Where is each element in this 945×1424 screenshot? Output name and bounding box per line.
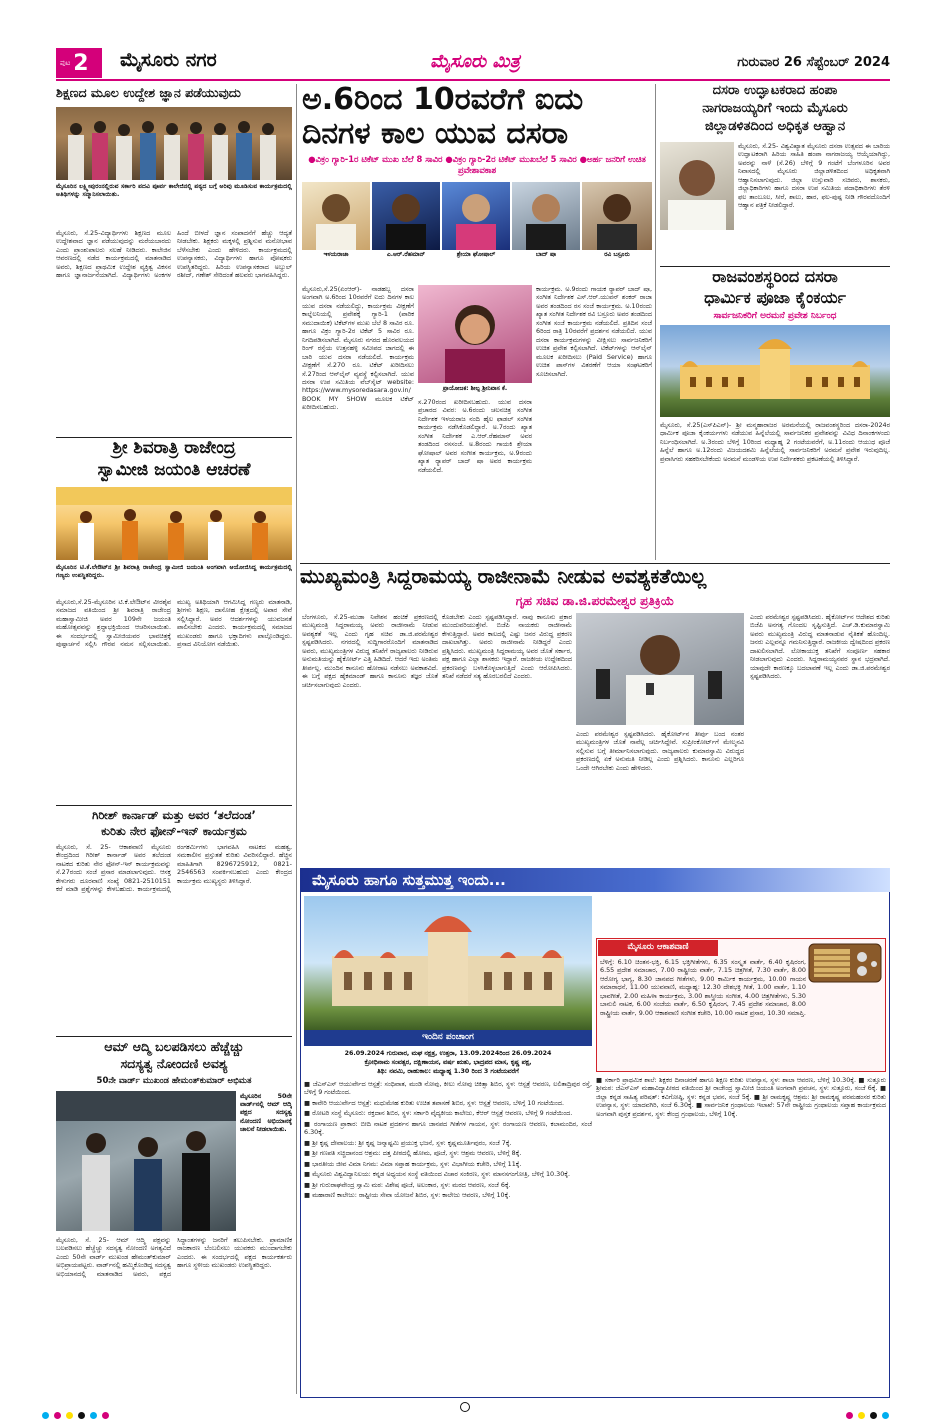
- artist-name: ರವಿ ಬಸ್ರೂರು: [604, 251, 630, 258]
- page-number: 2: [73, 50, 89, 76]
- artist-photo: [302, 182, 370, 250]
- headline-palace-2: ಧಾರ್ಮಿಕ ಪೂಜಾ ಕೈಂಕರ್ಯ: [704, 288, 846, 307]
- article-karnad-body: ಮೈಸೂರು, ಸೆ. 25- ಆಕಾಶವಾಣಿ ಮೈಸೂರು ಕೇಂದ್ರದಿಂದ ಗಿರೀಶ್ ಕಾರ್ನಾಡ್ ಅವರ ತಲೆದಂಡ ನಾಟಕದ ಕುರಿತು ನೇರ ಫೋನ್-ಇನ್ ಕಾರ್ಯಕ್ರಮವನ್ನು ಸೆ.27ರಂದು ಸಂಜೆ ಪ್ರಸಾರ ಮಾಡಲಾಗುವುದು. ಆಸಕ್ತ ಕೇಳುಗರು ದೂರವಾಣಿ ಸಂಖ್ಯೆ 0821-2510151 ಕರೆ ಮಾಡಿ ಪ್ರಶ್ನೆಗಳನ್ನು ಕೇಳಬಹುದು. ಕಾರ್ಯಕ್ರಮದಲ್ಲಿ ರಂಗಕರ್ಮಿಗಳು ಭಾಗವಹಿಸಿ ನಾಟಕದ ಮಹತ್ವ, ಸಮಕಾಲೀನ ಪ್ರಸ್ತುತತೆ ಕುರಿತು ವಿವರಿಸಲಿದ್ದಾರೆ. ಹೆಚ್ಚಿನ ಮಾಹಿತಿಗಾಗಿ 8296725912, 0821-2546563 ಸಂಪರ್ಕಿಸಬಹುದು ಎಂದು ಕೇಂದ್ರದ ಕಾರ್ಯಕ್ರಮ ಮುಖ್ಯಸ್ಥರು ತಿಳಿಸಿದ್ದಾರೆ.: [56, 843, 292, 894]
- cm-body-col1: ಬೆಂಗಳೂರು, ಸೆ.25-ಮುಡಾ ನಿವೇಶನ ಹಂಚಿಕೆ ಪ್ರಕರಣದಲ್ಲಿ ಮುಖ್ಯಮಂತ್ರಿ ಸಿದ್ದರಾಮಯ್ಯ ಅವರು ರಾಜೀನಾಮೆ ನೀಡುವ ಅವಶ್ಯಕತೆ ಇಲ್ಲ ಎಂದು ಗೃಹ ಸಚಿವ ಡಾ.ಜಿ.ಪರಮೇಶ್ವರ ಸ್ಪಷ್ಟಪಡಿಸಿದರು. ನಗರದಲ್ಲಿ ಸುದ್ದಿಗಾರರೊಂದಿಗೆ ಮಾತನಾಡಿದ ಅವರು, ಮುಖ್ಯಮಂತ್ರಿಗಳ ವಿರುದ್ಧ ತನಿಖೆಗೆ ರಾಜ್ಯಪಾಲರು ನೀಡಿರುವ ಅನುಮತಿಯನ್ನು ಹೈಕೋರ್ಟ್ ಎತ್ತಿ ಹಿಡಿದಿದೆ. ಆದರೆ ಇದು ಅಂತಿಮ ತೀರ್ಪಲ್ಲ. ಮುಂದಿನ ಕಾನೂನು ಹೋರಾಟ ನಡೆಸಲು ಅವಕಾಶವಿದೆ. ಈ ಬಗ್ಗೆ ಪಕ್ಷದ ಹೈಕಮಾಂಡ್ ಹಾಗೂ ಕಾನೂನು ತಜ್ಞರ ಜೊತೆ ಚರ್ಚಿಸಲಾಗುವುದು ಎಂದರು.: [302, 613, 438, 689]
- headline-palace-1: ರಾಜವಂಶಸ್ಥರಿಂದ ದಸರಾ: [712, 267, 838, 286]
- artist-photo-strip: [302, 182, 652, 262]
- registration-center-mark: [460, 1402, 470, 1412]
- event-item: ■ ಕಾವೇರಿ ಆಯುರ್ವೇದ ಆಸ್ಪತ್ರೆ: ಮಧುಮೇಹ ಕುರಿತು ಉಚಿತ ತಪಾಸಣೆ ಶಿಬಿರ, ಸ್ಥಳ: ಆಸ್ಪತ್ರೆ ಆವರಣ, ಬೆಳಿಗ್ಗೆ 10 ಗಂಟೆಯಿಂದ.: [304, 1098, 565, 1107]
- headline-jayanti-2: ಸ್ವಾಮೀಜಿ ಜಯಂತಿ ಆಚರಣೆ: [97, 460, 251, 480]
- events-continued: ■ ಸರ್ಕಾರಿ ಪ್ರಾಥಮಿಕ ಶಾಲೆ: ಶಿಕ್ಷಕರ ದಿನಾಚರಣೆ ಹಾಗೂ ಶಿಕ್ಷಣ ಕುರಿತು ಉಪನ್ಯಾಸ, ಸ್ಥಳ: ಶಾಲಾ ಆವರಣ, ಬೆಳಿಗ್ಗೆ 10.30ಕ್ಕೆ. ■ ಸುತ್ತೂರು ಶ್ರೀಮಠ: ಜೆಎಸ್‌ಎಸ್ ಮಹಾವಿದ್ಯಾಪೀಠದ ವತಿಯಿಂದ ಶ್ರೀ ರಾಜೇಂದ್ರ ಸ್ವಾಮೀಜಿ ಜಯಂತಿ ಅಂಗವಾಗಿ ಪ್ರವಚನ, ಸ್ಥಳ: ಸುತ್ತೂರು, ಸಂಜೆ 6ಕ್ಕೆ. ■ ಜಿಲ್ಲಾ ಕನ್ನಡ ಸಾಹಿತ್ಯ ಪರಿಷತ್: ಕವಿಗೋಷ್ಠಿ, ಸ್ಥಳ: ಕನ್ನಡ ಭವನ, ಸಂಜೆ 5ಕ್ಕೆ. ■ ಶ್ರೀ ರಾಮಕೃಷ್ಣ ಆಶ್ರಮ: ಶ್ರೀ ರಾಮಕೃಷ್ಣ ಪರಮಹಂಸರ ಕುರಿತು ಉಪನ್ಯಾಸ, ಸ್ಥಳ: ಯಾದವಗಿರಿ, ಸಂಜೆ 6.30ಕ್ಕೆ. ■ ಸಾರ್ವಜನಿಕ ಗ್ರಂಥಾಲಯ ಇಲಾಖೆ: 57ನೇ ರಾಷ್ಟ್ರೀಯ ಗ್ರಂಥಾಲಯ ಸಪ್ತಾಹ ಕಾರ್ಯಕ್ರಮದ ಅಂಗವಾಗಿ ಪುಸ್ತಕ ಪ್ರದರ್ಶನ, ಸ್ಥಳ: ಕೇಂದ್ರ ಗ್ರಂಥಾಲಯ, ಬೆಳಿಗ್ಗೆ 10ಕ್ಕೆ.: [596, 1076, 886, 1118]
- headline-hampa-2: ನಾಗರಾಜಯ್ಯರಿಗೆ ಇಂದು ಮೈಸೂರು: [702, 101, 848, 116]
- aap-campaign-photo: [56, 1091, 236, 1231]
- radio-icon: [808, 941, 882, 983]
- lead-bullets: ●ವಿಕ್ರಂ ಗ್ಯಾರಿ-1ರ ಟಿಕೆಟ್ ಮುಖ ಬೆಲೆ 8 ಸಾವಿರ ●ವಿಕ್ರಂ ಗ್ಯಾರಿ-2ರ ಟಿಕೆಟ್ ಮುಖಬೆಲೆ 5 ಸಾವಿರ ●ಅರ್ಹ ಜನರಿಗೆ ಉಚಿತ ಪ್ರವೇಶಾವಕಾಶ: [308, 154, 646, 176]
- radio-schedule: ಬೆಳಿಗ್ಗೆ: 6.10 ಚಿಂತನ-ಭಕ್ತಿ, 6.15 ಭಕ್ತಿಗೀತೆಗಳು, 6.35 ಸಂಸ್ಕೃತ ವಾರ್ತೆ, 6.40 ಕೃಷಿರಂಗ, 6.55 ಪ್ರದೇಶ ಸಮಾಚಾರ, 7.00 ರಾಷ್ಟ್ರೀಯ ವಾರ್ತೆ, 7.15 ಚಿತ್ರಗೀತೆ, 7.30 ವಾರ್ತೆ, 8.00 ಆರೋಗ್ಯ ಭಾಗ್ಯ, 8.30 ಜಾನಪದ ಗೀತೆಗಳು, 9.00 ಕಾರ್ಮಿಕ ಕಾರ್ಯಕ್ರಮ, 10.00 ಗಾಯನ ಸಮಾರಾಧನೆ, 11.00 ಯುವವಾಣಿ, ಮಧ್ಯಾಹ್ನ: 12.30 ದೇಶಭಕ್ತಿ ಗೀತೆ, 1.00 ವಾರ್ತೆ, 1.10 ಭಾವಗೀತೆ, 2.00 ಮಹಿಳಾ ಕಾರ್ಯಕ್ರಮ, 3.00 ಶಾಸ್ತ್ರೀಯ ಸಂಗೀತ, 4.00 ಚಿತ್ರಗೀತೆಗಳು, 5.30 ಬಾನುಲಿ ನಾಟಕ, 6.00 ಸಂಜೆಯ ವಾರ್ತೆ, 6.50 ಕೃಷಿರಂಗ, 7.45 ಪ್ರದೇಶ ಸಮಾಚಾರ, 8.00 ರಾಷ್ಟ್ರೀಯ ವಾರ್ತೆ, 9.00 ಆಕಾಶವಾಣಿ ಸಂಗೀತ ಕಚೇರಿ, 10.00 ನಾಟಕ ಪ್ರಸಾರ, 10.30 ಸಮಾಪ್ತಿ.: [600, 958, 806, 1017]
- artist-photo: [512, 182, 580, 250]
- caption-jayanti: ಮೈಸೂರಿನ ಟಿ.ಕೆ.ಲೇಔಟ್‌ನ ಶ್ರೀ ಶಿವರಾತ್ರಿ ರಾಜೇಂದ್ರ ಸ್ವಾಮೀಜಿ ಜಯಂತಿ ಅಂಗವಾಗಿ ಆಯೋಜಿಸಿದ್ದ ಕಾರ್ಯಕ್ರಮದಲ್ಲಿ ಗಣ್ಯರು ಉಪಸ್ಥಿತರಿದ್ದರು.: [56, 564, 292, 580]
- lead-body-col1: ಮೈಸೂರು,ಸೆ.25(ಏಂಆರ್)- ನಾಡಹಬ್ಬ ದಸರಾ ಅಂಗವಾಗಿ ಅ.6ರಿಂದ 10ರವರೆಗೆ ಐದು ದಿನಗಳ ಕಾಲ ಯುವ ದಸರಾ ನಡೆಯಲಿದ್ದು, ಕಾರ್ಯಕ್ರಮ ವೀಕ್ಷಣೆಗೆ ಕಾಲ್ನೆಲನಿಯಲ್ಲಿ ಪ್ರವೇಶಕ್ಕೆ ಗ್ಯಾರಿ-1 (ಪಾರಿಕ ಸಮುದಾಯಿಕ) ಟಿಕೆಟ್‌ಗಳ ಮುಖ ಬೆಲೆ 8 ಸಾವಿರ ರೂ. ಹಾಗೂ ವಿಕ್ರಂ ಗ್ಯಾರಿ-2ರ ಟಿಕೆಟ್ 5 ಸಾವಿರ ರೂ. ನಿಗದಿಪಡಿಸಲಾಗಿದೆ. ಮೈಸೂರು ನಗರದ ಹೊರವಲಯದ ರಿಂಗ್ ರಸ್ತೆಯ ಉತ್ತನಹಳ್ಳಿ ಸಮೀಪದ ಜಾಗದಲ್ಲಿ ಈ ಬಾರಿ ಯುವ ದಸರಾ ನಡೆಯಲಿದೆ. ಕಾರ್ಯಕ್ರಮ ವೀಕ್ಷಣೆಗೆ ಸೆ.270 ರೂ. ಟಿಕೆಟ್ ಖರೀದಿಸಲು ಸೆ.27ರಿಂದ ಆನ್‌ಲೈನ್ ವ್ಯವಸ್ಥೆ ಕಲ್ಪಿಸಲಾಗಿದೆ. ಯುವ ದಸರಾ ಉಪ ಸಮಿತಿಯ ವೆಬ್‌ಸೈಟ್ website: https://www.mysoredasara.gov.in/ BOOK MY SHOW ಮೂಲಕ ಟಿಕೆಟ್ ಖರೀದಿಸಬಹುದು.: [302, 285, 414, 412]
- divider: [56, 805, 292, 806]
- event-item: ■ ರಂಗಾಯಣ ಪ್ರಾಕಾರ: ಬೀದಿ ನಾಟಕ ಪ್ರದರ್ಶನ ಹಾಗೂ ಜಾನಪದ ಗೀತೆಗಳ ಗಾಯನ, ಸ್ಥಳ: ರಂಗಾಯಣ ಆವರಣ, ಕಲಾಮಂದಿರ, ಸಂಜೆ 6.30ಕ್ಕೆ.: [304, 1119, 592, 1137]
- education-group-photo: [56, 107, 292, 180]
- palace-illustration: [660, 325, 890, 417]
- event-item: ■ ಶ್ರೀ ಗಣಪತಿ ಸಚ್ಚಿದಾನಂದ ಆಶ್ರಮ: ದತ್ತ ಪೀಠದಲ್ಲಿ ಹೋಮ, ಪೂಜೆ, ಸ್ಥಳ: ಆಶ್ರಮ ಆವರಣ, ಬೆಳಿಗ್ಗೆ 8ಕ್ಕೆ.: [304, 1149, 522, 1158]
- cm-body-col3: ಎಂದು ಪರಮೇಶ್ವರ ಸ್ಪಷ್ಟಪಡಿಸಿದರು. ಹೈಕೋರ್ಟ್‌ನ ತೀರ್ಪು ಬಂದ ನಂತರ ಮುಖ್ಯಮಂತ್ರಿಗಳ ಜೊತೆ ನಾವೆಲ್ಲ ಚರ್ಚಿಸಿದ್ದೇವೆ. ಸುಪ್ರೀಂಕೋರ್ಟ್‌ಗೆ ಮೇಲ್ಮನವಿ ಸಲ್ಲಿಸುವ ಬಗ್ಗೆ ತೀರ್ಮಾನಿಸಲಾಗುವುದು. ರಾಜ್ಯಪಾಲರು ಕುಮಾರಸ್ವಾಮಿ ವಿರುದ್ಧದ ಪ್ರಕರಣದಲ್ಲಿ ಏಕೆ ಅನುಮತಿ ನೀಡಿಲ್ಲ ಎಂದು ಪ್ರಶ್ನಿಸಿದರು. ಕಾನೂನು ಎಲ್ಲರಿಗೂ ಒಂದೇ ಆಗಿರಬೇಕು ಎಂದು ಹೇಳಿದರು.: [576, 730, 744, 772]
- article-aap-body: ಮೈಸೂರು, ಸೆ. 25- ಆಮ್ ಆದ್ಮಿ ಪಕ್ಷವನ್ನು ಬಲಪಡಿಸಲು ಹೆಚ್ಚೆಚ್ಚು ಸದಸ್ಯತ್ವ ನೋಂದಣಿ ಅಗತ್ಯವಿದೆ ಎಂದು 50ನೇ ವಾರ್ಡ್ ಮುಖಂಡ ಹೇಮಂತ್‌ಕುಮಾರ್ ಅಭಿಪ್ರಾಯಪಟ್ಟರು. ವಾರ್ಡ್‌ನಲ್ಲಿ ಹಮ್ಮಿಕೊಂಡಿದ್ದ ಸದಸ್ಯತ್ವ ಅಭಿಯಾನದಲ್ಲಿ ಮಾತನಾಡಿದ ಅವರು, ಪಕ್ಷದ ಸಿದ್ಧಾಂತಗಳನ್ನು ಜನರಿಗೆ ತಲುಪಿಸಬೇಕು. ಪ್ರಾಮಾಣಿಕ ರಾಜಕಾರಣ ಬೆಂಬಲಿಸಲು ಯುವಕರು ಮುಂದಾಗಬೇಕು ಎಂದರು. ಈ ಸಂದರ್ಭದಲ್ಲಿ ಪಕ್ಷದ ಕಾರ್ಯಕರ್ತರು ಹಾಗೂ ಸ್ಥಳೀಯ ಮುಖಂಡರು ಉಪಸ್ಥಿತರಿದ್ದರು.: [56, 1236, 292, 1278]
- event-item: ■ ಮೈಸೂರು ವಿಶ್ವವಿದ್ಯಾನಿಲಯ: ಕನ್ನಡ ಅಧ್ಯಯನ ಸಂಸ್ಥೆ ವತಿಯಿಂದ ವಿಚಾರ ಸಂಕಿರಣ, ಸ್ಥಳ: ಮಾನಸಗಂಗೋತ್ರಿ, ಬೆಳಿಗ್ಗೆ 10.30ಕ್ಕೆ.: [304, 1170, 571, 1179]
- column-divider: [296, 84, 297, 1394]
- palace-today-photo: [304, 896, 592, 1030]
- paper-name: ಮೈಸೂರು ಮಿತ್ರ: [430, 51, 520, 72]
- event-item: ■ ಮಹಾರಾಣಿ ಕಾಲೇಜು: ರಾಷ್ಟ್ರೀಯ ಸೇವಾ ಯೋಜನೆ ಶಿಬಿರ, ಸ್ಥಳ: ಕಾಲೇಜು ಆವರಣ, ಬೆಳಿಗ್ಗೆ 10ಕ್ಕೆ.: [304, 1190, 511, 1199]
- headline-karnad-1: ಗಿರೀಶ್ ಕಾರ್ನಾಡ್ ಮತ್ತು ಅವರ ‘ತಲೆದಂಡ’: [92, 808, 256, 822]
- radio-title: ಮೈಸೂರು ಆಕಾಶವಾಣಿ: [627, 942, 689, 952]
- registration-dots-left: [42, 1404, 114, 1423]
- panchang-title: ಇಂದಿನ ಪಂಚಾಂಗ: [422, 1032, 474, 1042]
- caption-aap: ಮೈಸೂರಿನ 50ನೇ ವಾರ್ಡ್‌ನಲ್ಲಿ ಆಮ್ ಆದ್ಮಿ ಪಕ್ಷದ ಸದಸ್ಯತ್ವ ನೋಂದಣಿ ಅಭಿಯಾನಕ್ಕೆ ಚಾಲನೆ ನೀಡಲಾಯಿತು.: [240, 1093, 292, 1133]
- lead-headline-line1: ಅ.6ರಿಂದ 10ರವರೆಗೆ ಐದು: [302, 82, 584, 117]
- subhead-palace: ಸಾರ್ವಜನಿಕರಿಗೆ ಅರಮನೆ ಪ್ರವೇಶ ನಿರ್ಬಂಧ: [713, 311, 837, 321]
- headline-hampa-1: ದಸರಾ ಉದ್ಘಾಟಕರಾದ ಹಂಪಾ: [712, 83, 838, 98]
- campaigners-illustration: [56, 1091, 236, 1231]
- article-education-body: ಮೈಸೂರು, ಸೆ.25-ವಿದ್ಯಾರ್ಥಿಗಳು ಶಿಕ್ಷಣದ ಮೂಲ ಉದ್ದೇಶವಾದ ಜ್ಞಾನ ಪಡೆಯುವುದನ್ನು ಮರೆಯಬಾರದು ಎಂದು ಪ್ರಾಂಶುಪಾಲರು ಸಲಹೆ ನೀಡಿದರು. ಕಾಲೇಜಿನ ಆವರಣದಲ್ಲಿ ನಡೆದ ಕಾರ್ಯಕ್ರಮದಲ್ಲಿ ಮಾತನಾಡಿದ ಅವರು, ಶಿಕ್ಷಣದ ಪ್ರಾಥಮಿಕ ಉದ್ದೇಶ ವ್ಯಕ್ತಿತ್ವ ವಿಕಸನ ಹಾಗೂ ಜ್ಞಾನಾರ್ಜನೆಯಾಗಿದೆ. ವಿದ್ಯಾರ್ಥಿಗಳು ಅಂಕಗಳ ಹಿಂದೆ ಬೀಳದೆ ಜ್ಞಾನ ಸಂಪಾದನೆಗೆ ಹೆಚ್ಚು ಆದ್ಯತೆ ನೀಡಬೇಕು. ಶಿಕ್ಷಕರು ಮಕ್ಕಳಲ್ಲಿ ಪ್ರಶ್ನಿಸುವ ಮನೋಭಾವ ಬೆಳೆಸಬೇಕು ಎಂದು ಹೇಳಿದರು. ಕಾರ್ಯಕ್ರಮದಲ್ಲಿ ಉಪನ್ಯಾಸಕರು, ವಿದ್ಯಾರ್ಥಿಗಳು ಹಾಗೂ ಪೋಷಕರು ಉಪಸ್ಥಿತರಿದ್ದರು. ಹಿರಿಯ ಉಪನ್ಯಾಸಕರಾದ ಅಬ್ದುಲ್ ರಶೀದ್, ಗಣೇಶ್ ಸೇರಿದಂತೆ ಹಲವರು ಭಾಗವಹಿಸಿದ್ದರು.: [56, 229, 292, 280]
- cm-body-col2: ಕೊಡಬೇಕು ಎಂದು ಸ್ಪಷ್ಟಪಡಿಸಿದ್ದಾರೆ. ನಾವು ಕಾನೂನು ಪ್ರಕಾರ ಮುಂದುವರಿಯುತ್ತೇವೆ. ಬಿಜೆಪಿ ನಾಯಕರು ರಾಜೀನಾಮೆ ಕೇಳುತ್ತಿದ್ದಾರೆ. ಅವರ ಕಾಲದಲ್ಲಿ ಎಷ್ಟು ಜನರ ವಿರುದ್ಧ ಪ್ರಕರಣ ದಾಖಲಾಗಿತ್ತು. ಅವರು ರಾಜೀನಾಮೆ ನೀಡಿದ್ದರೆ ಎಂದು ಪ್ರಶ್ನಿಸಿದರು. ಮುಖ್ಯಮಂತ್ರಿ ಸಿದ್ದರಾಮಯ್ಯ ಅವರ ಜೊತೆ ಸರ್ಕಾರ, ಪಕ್ಷ ಹಾಗೂ ಎಲ್ಲಾ ಶಾಸಕರು ಇದ್ದಾರೆ. ರಾಜಕೀಯ ಉದ್ದೇಶದಿಂದ ಪ್ರಕರಣವನ್ನು ಬಳಸಿಕೊಳ್ಳಲಾಗುತ್ತಿದೆ ಎಂದು ಆರೋಪಿಸಿದರು. ತನಿಖೆ ನಡೆದರೆ ಸತ್ಯ ಹೊರಬರಲಿದೆ ಎಂದರು.: [442, 613, 572, 681]
- artist-name: ಎ.ಆರ್.ರೆಹಮಾನ್: [386, 251, 426, 258]
- registration-dots-right: [846, 1404, 894, 1423]
- sponsor-caption: ಪ್ರಾಯೋಜಕ: ಶೀಲ್ಪ ಶ್ರೀನಿವಾಸ ಕೆ.: [442, 385, 508, 392]
- stage-illustration: [56, 487, 292, 560]
- headline-aap-2: ಸದಸ್ಯತ್ವ ನೋಂದಣಿ ಅವಶ್ಯ: [120, 1056, 228, 1071]
- lead-body-col3: ಕಾರ್ಯಕ್ರಮ. ಅ.9ರಂದು ಗಾಯಕ ರ‍್ಯಾಪರ್ ಬಾದ್ ಷಾ, ಸಂಗೀತ ನಿರ್ದೇಶಕ ಎಸ್.ಆರ್.ಯುವನ್ ಶಂಕರ್ ರಾಜಾ ಅವರ ತಂಡದಿಂದ ರಸ ಸಂಜೆ ಕಾರ್ಯಕ್ರಮ. ಅ.10ರಂದು ಖ್ಯಾತ ಸಂಗೀತ ನಿರ್ದೇಶಕ ರವಿ ಬಸ್ರೂರು ಅವರ ತಂಡದಿಂದ ಸಂಗೀತ ಸಂಜೆ ಕಾರ್ಯಕ್ರಮ ನಡೆಯಲಿದೆ. ಪ್ರತಿದಿನ ಸಂಜೆ 6ರಿಂದ ರಾತ್ರಿ 10ರವರೆಗೆ ಪ್ರದರ್ಶನ ನಡೆಯಲಿದೆ. ಯುವ ದಸರಾ ಕಾರ್ಯಕ್ರಮಗಳನ್ನು ವೀಕ್ಷಿಸಲು ಸಾರ್ವಜನಿಕರಿಗೆ ಉಚಿತ ಪ್ರವೇಶ ಕಲ್ಪಿಸಲಾಗಿದೆ. ಟಿಕೆಟ್‌ಗಳನ್ನು ಆನ್‌ಲೈನ್ ಮೂಲಕ ಖರೀದಿಸಲು (Paid Service) ಹಾಗೂ ಉಚಿತ ಪಾಸ್‌ಗಳ ವಿತರಣೆಗೆ ಆಯಾ ಸಂಘಟಕರಿಗೆ ಸೂಚಿಸಲಾಗಿದೆ.: [536, 285, 652, 378]
- today-title: ಮೈಸೂರು ಹಾಗೂ ಸುತ್ತಮುತ್ತ ಇಂದು...: [312, 871, 506, 889]
- column-divider: [655, 84, 656, 560]
- divider: [300, 563, 890, 564]
- cm-subhead: ಗೃಹ ಸಚಿವ ಡಾ.ಜಿ.ಪರಮೇಶ್ವರ ಪ್ರತಿಕ್ರಿಯೆ: [515, 594, 675, 608]
- page-label: ಪುಟ: [60, 58, 71, 67]
- masthead-rule: [56, 79, 890, 81]
- palace-illustration: [304, 896, 592, 1030]
- panchang-line: 26.09.2024 ಗುರುವಾರ, ಮಘ ನಕ್ಷತ್ರ, ಉತ್ತರಾ, 13.09.2024ರಿಂದ 26.09.2024: [344, 1050, 552, 1057]
- event-item: ■ ಜೆಎಸ್‌ಎಸ್ ಆಯುರ್ವೇದ ಆಸ್ಪತ್ರೆ: ಸಂಧಿವಾತ, ಮಂಡಿ ನೋವು, ಕೀಲು ನೋವು ಚಿಕಿತ್ಸಾ ಶಿಬಿರ, ಸ್ಥಳ: ಆಸ್ಪತ್ರೆ ಆವರಣ, ಲಲಿತಾದ್ರಿಪುರ ರಸ್ತೆ, ಬೆಳಿಗ್ಗೆ 9 ಗಂಟೆಯಿಂದ.: [304, 1080, 592, 1097]
- edition-date: ಗುರುವಾರ 26 ಸೆಪ್ಟೆಂಬರ್ 2024: [737, 55, 890, 70]
- page-number-badge: [56, 48, 102, 78]
- article-hampa-body: ಮೈಸೂರು, ಸೆ.25- ವಿಶ್ವವಿಖ್ಯಾತ ಮೈಸೂರು ದಸರಾ ಉತ್ಸವದ ಈ ಬಾರಿಯ ಉದ್ಘಾಟಕರಾಗಿ ಹಿರಿಯ ಸಾಹಿತಿ ಹಂಪಾ ನಾಗರಾಜಯ್ಯ ಆಯ್ಕೆಯಾಗಿದ್ದು, ಅವರನ್ನು ನಾಳೆ (ಸೆ.26) ಬೆಳಿಗ್ಗೆ 9 ಗಂಟೆಗೆ ಬೆಂಗಳೂರಿನ ಅವರ ನಿವಾಸದಲ್ಲಿ ಮೈಸೂರು ಜಿಲ್ಲಾಡಳಿತದಿಂದ ಅಧಿಕೃತವಾಗಿ ಆಹ್ವಾನಿಸಲಾಗುವುದು. ಜಿಲ್ಲಾ ಉಸ್ತುವಾರಿ ಸಚಿವರು, ಶಾಸಕರು, ಜಿಲ್ಲಾಧಿಕಾರಿಗಳು ಹಾಗೂ ದಸರಾ ಉಪ ಸಮಿತಿಯ ಪದಾಧಿಕಾರಿಗಳು ತೆರಳಿ ಫಲ ತಾಂಬೂಲ, ಸೀರೆ, ಶಾಲು, ಹಾರ, ಫಲ-ಪುಷ್ಪ ನೀಡಿ ಗೌರವದೊಂದಿಗೆ ಆಹ್ವಾನ ಪತ್ರಿಕೆ ನೀಡಲಿದ್ದಾರೆ.: [738, 142, 890, 210]
- caption-education: ಮೈಸೂರಿನ ಲಕ್ಷ್ಮೀಪುರಂನಲ್ಲಿರುವ ಸರ್ಕಾರಿ ಪದವಿ ಪೂರ್ವ ಕಾಲೇಜಿನಲ್ಲಿ ಪಠ್ಯದ ಬಗ್ಗೆ ಅರಿವು ಮೂಡಿಸುವ ಕಾರ್ಯಕ್ರಮದಲ್ಲಿ ಅತಿಥಿಗಳನ್ನು ಸನ್ಮಾನಿಸಲಾಯಿತು.: [56, 183, 292, 199]
- cm-headline: ಮುಖ್ಯಮಂತ್ರಿ ಸಿದ್ದರಾಮಯ್ಯ ರಾಜೀನಾಮೆ ನೀಡುವ ಅವಶ್ಯಕತೆಯಿಲ್ಲ: [300, 565, 707, 588]
- article-jayanti-body: ಮೈಸೂರು,ಸೆ.25-ಮೈಸೂರಿನ ಟಿ.ಕೆ.ಲೇಔಟ್‌ನ ವೀರಶೈವ ಸಮಾಜದ ವತಿಯಿಂದ ಶ್ರೀ ಶಿವರಾತ್ರಿ ರಾಜೇಂದ್ರ ಮಹಾಸ್ವಾಮೀಜಿ ಅವರ 109ನೇ ಜಯಂತಿ ಮಹೋತ್ಸವವನ್ನು ಶ್ರದ್ಧಾಭಕ್ತಿಯಿಂದ ಆಚರಿಸಲಾಯಿತು. ಈ ಸಂದರ್ಭದಲ್ಲಿ ಸ್ವಾಮೀಜಿಯವರ ಭಾವಚಿತ್ರಕ್ಕೆ ಪುಷ್ಪಾರ್ಚನೆ ಸಲ್ಲಿಸಿ ಗೌರವ ನಮನ ಸಲ್ಲಿಸಲಾಯಿತು. ಮುಖ್ಯ ಅತಿಥಿಯಾಗಿ ಆಗಮಿಸಿದ್ದ ಗಣ್ಯರು ಮಾತನಾಡಿ, ಶ್ರೀಗಳು ಶಿಕ್ಷಣ, ದಾಸೋಹ ಕ್ಷೇತ್ರದಲ್ಲಿ ಅಪಾರ ಸೇವೆ ಸಲ್ಲಿಸಿದ್ದಾರೆ. ಅವರ ಆದರ್ಶಗಳನ್ನು ಯುವಜನತೆ ಪಾಲಿಸಬೇಕು ಎಂದರು. ಕಾರ್ಯಕ್ರಮದಲ್ಲಿ ಸಮಾಜದ ಮುಖಂಡರು ಹಾಗೂ ಭಕ್ತಾದಿಗಳು ಪಾಲ್ಗೊಂಡಿದ್ದರು. ಪ್ರಸಾದ ವಿನಿಯೋಗ ನಡೆಯಿತು.: [56, 598, 292, 649]
- panchang-line: ತಿಥಿ: ನವಮಿ, ರಾಹುಕಾಲ: ಮಧ್ಯಾಹ್ನ 1.30 ರಿಂದ 3 ಗಂಟೆಯವರೆಗೆ: [377, 1068, 519, 1075]
- event-item: ■ ರೋಟರಿ ಸಂಸ್ಥೆ ಮೈಸೂರು: ರಕ್ತದಾನ ಶಿಬಿರ, ಸ್ಥಳ: ಸರ್ಕಾರಿ ವೈದ್ಯಕೀಯ ಕಾಲೇಜು, ಕೆಆರ್ ಆಸ್ಪತ್ರೆ ಆವರಣ, ಬೆಳಿಗ್ಗೆ 9 ಗಂಟೆಯಿಂದ.: [304, 1109, 573, 1118]
- artist-photo: [582, 182, 652, 250]
- headline-karnad-2: ಕುರಿತು ನೇರ ಫೋನ್-ಇನ್ ಕಾರ್ಯಕ್ರಮ: [101, 824, 247, 838]
- headline-hampa-3: ಜಿಲ್ಲಾಡಳಿತದಿಂದ ಅಧಿಕೃತ ಆಹ್ವಾನ: [704, 119, 846, 134]
- lead-body-col2: ಸ.270ರಂದ ಖರೀದಿಸಬಹುದು. ಯುವ ದಸರಾ ಪ್ರಚಾರದ ವಿವರ: ಅ.6ರಂದು ಚಲನಚಿತ್ರ ಸಂಗೀತ ನಿರ್ದೇಶಕ ಇಳಯರಾಜ ನಂದಿ ಹೈಲ ಫಾಡಲ್ ಸಂಗೀತ ಕಾರ್ಯಕ್ರಮ ನಡೆಸಿಕೊಡಲಿದ್ದಾರೆ. ಅ.7ರಂದು ಖ್ಯಾತ ಸಂಗೀತ ನಿರ್ದೇಶಕ ಎ.ಆರ್.ರೆಹಮಾನ್ ಅವರ ತಂಡದಿಂದ ರಸಸಂಜೆ. ಅ.8ರಂದು ಗಾಯಕಿ ಶ್ರೇಯಾ ಘೋಷಾಲ್ ಅವರ ಸಂಗೀತ ಕಾರ್ಯಕ್ರಮ, ಅ.9ರಂದು ಖ್ಯಾತ ರ‍್ಯಾಪರ್ ಬಾದ್ ಷಾ ಅವರ ಕಾರ್ಯಕ್ರಮ ನಡೆಯಲಿದೆ.: [418, 398, 532, 474]
- subhead-aap: 50ನೇ ವಾರ್ಡ್ ಮುಖಂಡ ಹೇಮಂತ್‌ಕುಮಾರ್ ಅಭಿಮತ: [96, 1076, 252, 1086]
- events-list: [304, 1080, 592, 1388]
- panchang-line: ಕ್ರೋಧಿನಾಮ ಸಂವತ್ಸರ, ದಕ್ಷಿಣಾಯನ, ವರ್ಷ ಋತು, ಭಾದ್ರಪದ ಮಾಸ, ಕೃಷ್ಣ ಪಕ್ಷ,: [364, 1059, 532, 1066]
- event-item: ■ ಶ್ರೀ ಗುರುರಾಘವೇಂದ್ರ ಸ್ವಾಮಿ ಮಠ: ವಿಶೇಷ ಪೂಜೆ, ಅಲಂಕಾರ, ಸ್ಥಳ: ಮಠದ ಆವರಣ, ಸಂಜೆ 6ಕ್ಕೆ.: [304, 1180, 511, 1189]
- divider: [56, 1036, 292, 1037]
- headline-jayanti-1: ಶ್ರೀ ಶಿವರಾತ್ರಿ ರಾಜೇಂದ್ರ: [112, 438, 236, 458]
- section-title: ಮೈಸೂರು ನಗರ: [120, 49, 217, 71]
- headline-aap-1: ಆಮ್ ಆದ್ಮಿ ಬಲಪಡಿಸಲು ಹೆಚ್ಚೆಚ್ಚು: [104, 1039, 244, 1054]
- jayanti-event-photo: [56, 487, 292, 560]
- cm-body-col4: ಎಂದು ಪರಮೇಶ್ವರ ಸ್ಪಷ್ಟಪಡಿಸಿದರು. ಹೈಕೋರ್ಟ್‌ನ ಆದೇಶದ ಕುರಿತು ಬಿಜೆಪಿ ಅನಗತ್ಯ ಗೊಂದಲ ಸೃಷ್ಟಿಸುತ್ತಿದೆ. ಎಚ್.ಡಿ.ಕುಮಾರಸ್ವಾಮಿ ಅವರು ಮುಖ್ಯಮಂತ್ರಿ ವಿರುದ್ಧ ಮಾತನಾಡುವ ನೈತಿಕತೆ ಹೊಂದಿಲ್ಲ. ಜನರು ಎಲ್ಲವನ್ನೂ ಗಮನಿಸುತ್ತಿದ್ದಾರೆ. ರಾಜಕೀಯ ದ್ವೇಷದಿಂದ ಪ್ರಕರಣ ದಾಖಲಿಸಲಾಗಿದೆ. ಲೋಕಾಯುಕ್ತ ತನಿಖೆಗೆ ಸಂಪೂರ್ಣ ಸಹಕಾರ ನೀಡಲಾಗುವುದು ಎಂದರು. ಸಿದ್ದರಾಮಯ್ಯನವರ ಸ್ಥಾನ ಭದ್ರವಾಗಿದೆ. ಯಾವುದೇ ಕಾರಣಕ್ಕೂ ಬದಲಾವಣೆ ಇಲ್ಲ ಎಂದು ಡಾ.ಜಿ.ಪರಮೇಶ್ವರ ಸ್ಪಷ್ಟಪಡಿಸಿದರು.: [750, 613, 890, 681]
- parameshwara-press-photo: [576, 613, 744, 725]
- headline-education: ಶಿಕ್ಷಣದ ಮೂಲ ಉದ್ದೇಶ ಜ್ಞಾನ ಪಡೆಯುವುದು: [56, 85, 241, 100]
- palace-illuminated-photo: [660, 325, 890, 417]
- artist-name: ಇಳಯರಾಜಾ: [323, 251, 349, 258]
- artist-photo: [372, 182, 440, 250]
- sponsor-portrait: [418, 285, 532, 383]
- artist-name: ಬಾದ್ ಷಾ: [535, 251, 557, 258]
- people-illustration: [56, 107, 292, 180]
- artist-name: ಶ್ರೇಯಾ ಘೋಷಾಲ್: [456, 251, 496, 258]
- event-item: ■ ಶ್ರೀ ಕೃಷ್ಣ ದೇವಾಲಯ: ಶ್ರೀ ಕೃಷ್ಣ ಜನ್ಮಾಷ್ಟಮಿ ಪ್ರಯುಕ್ತ ಭಜನೆ, ಸ್ಥಳ: ಕೃಷ್ಣಮೂರ್ತಿಪುರಂ, ಸಂಜೆ 7ಕ್ಕೆ.: [304, 1138, 512, 1147]
- event-item: ■ ಭಾರತೀಯ ಜೀವ ವಿಮಾ ನಿಗಮ: ವಿಮಾ ಸಪ್ತಾಹ ಕಾರ್ಯಕ್ರಮ, ಸ್ಥಳ: ವಿಭಾಗೀಯ ಕಚೇರಿ, ಬೆಳಿಗ್ಗೆ 11ಕ್ಕೆ.: [304, 1159, 522, 1168]
- lead-headline-line2: ದಿನಗಳ ಕಾಲ ಯುವ ದಸರಾ: [302, 116, 569, 151]
- article-palace-body: ಮೈಸೂರು, ಸೆ.25(ಎಸ್‌ಪಿಎನ್)- ಶ್ರೀ ಮನ್ಮಹಾರಾಜರ ಅರಮನೆಯಲ್ಲಿ ರಾಜವಂಶಸ್ಥರಿಂದ ದಸರಾ-2024ರ ಧಾರ್ಮಿಕ ಪೂಜಾ ಕೈಂಕರ್ಯಗಳು ನಡೆಯುವ ಹಿನ್ನೆಲೆಯಲ್ಲಿ ಸಾರ್ವಜನಿಕರ ಪ್ರವೇಶವನ್ನು ವಿವಿಧ ದಿನಾಂಕಗಳಂದು ನಿರ್ಬಂಧಿಸಲಾಗಿದೆ. ಅ.3ರಂದು ಬೆಳಿಗ್ಗೆ 10ರಿಂದ ಮಧ್ಯಾಹ್ನ 2 ಗಂಟೆಯವರೆಗೆ, ಅ.11ರಂದು ಆಯುಧ ಪೂಜೆ ಹಿನ್ನೆಲೆ ಹಾಗೂ ಅ.12ರಂದು ವಿಜಯದಶಮಿ ಹಿನ್ನೆಲೆಯಲ್ಲಿ ಸಾರ್ವಜನಿಕರಿಗೆ ಅರಮನೆ ಪ್ರವೇಶ ಇರುವುದಿಲ್ಲ. ಪ್ರವಾಸಿಗರು ಸಹಕರಿಸಬೇಕೆಂದು ಅರಮನೆ ಮಂಡಳಿಯ ಉಪ ನಿರ್ದೇಶಕರು ಪ್ರಕಟಣೆಯಲ್ಲಿ ತಿಳಿಸಿದ್ದಾರೆ.: [660, 421, 890, 463]
- artist-photo: [442, 182, 510, 250]
